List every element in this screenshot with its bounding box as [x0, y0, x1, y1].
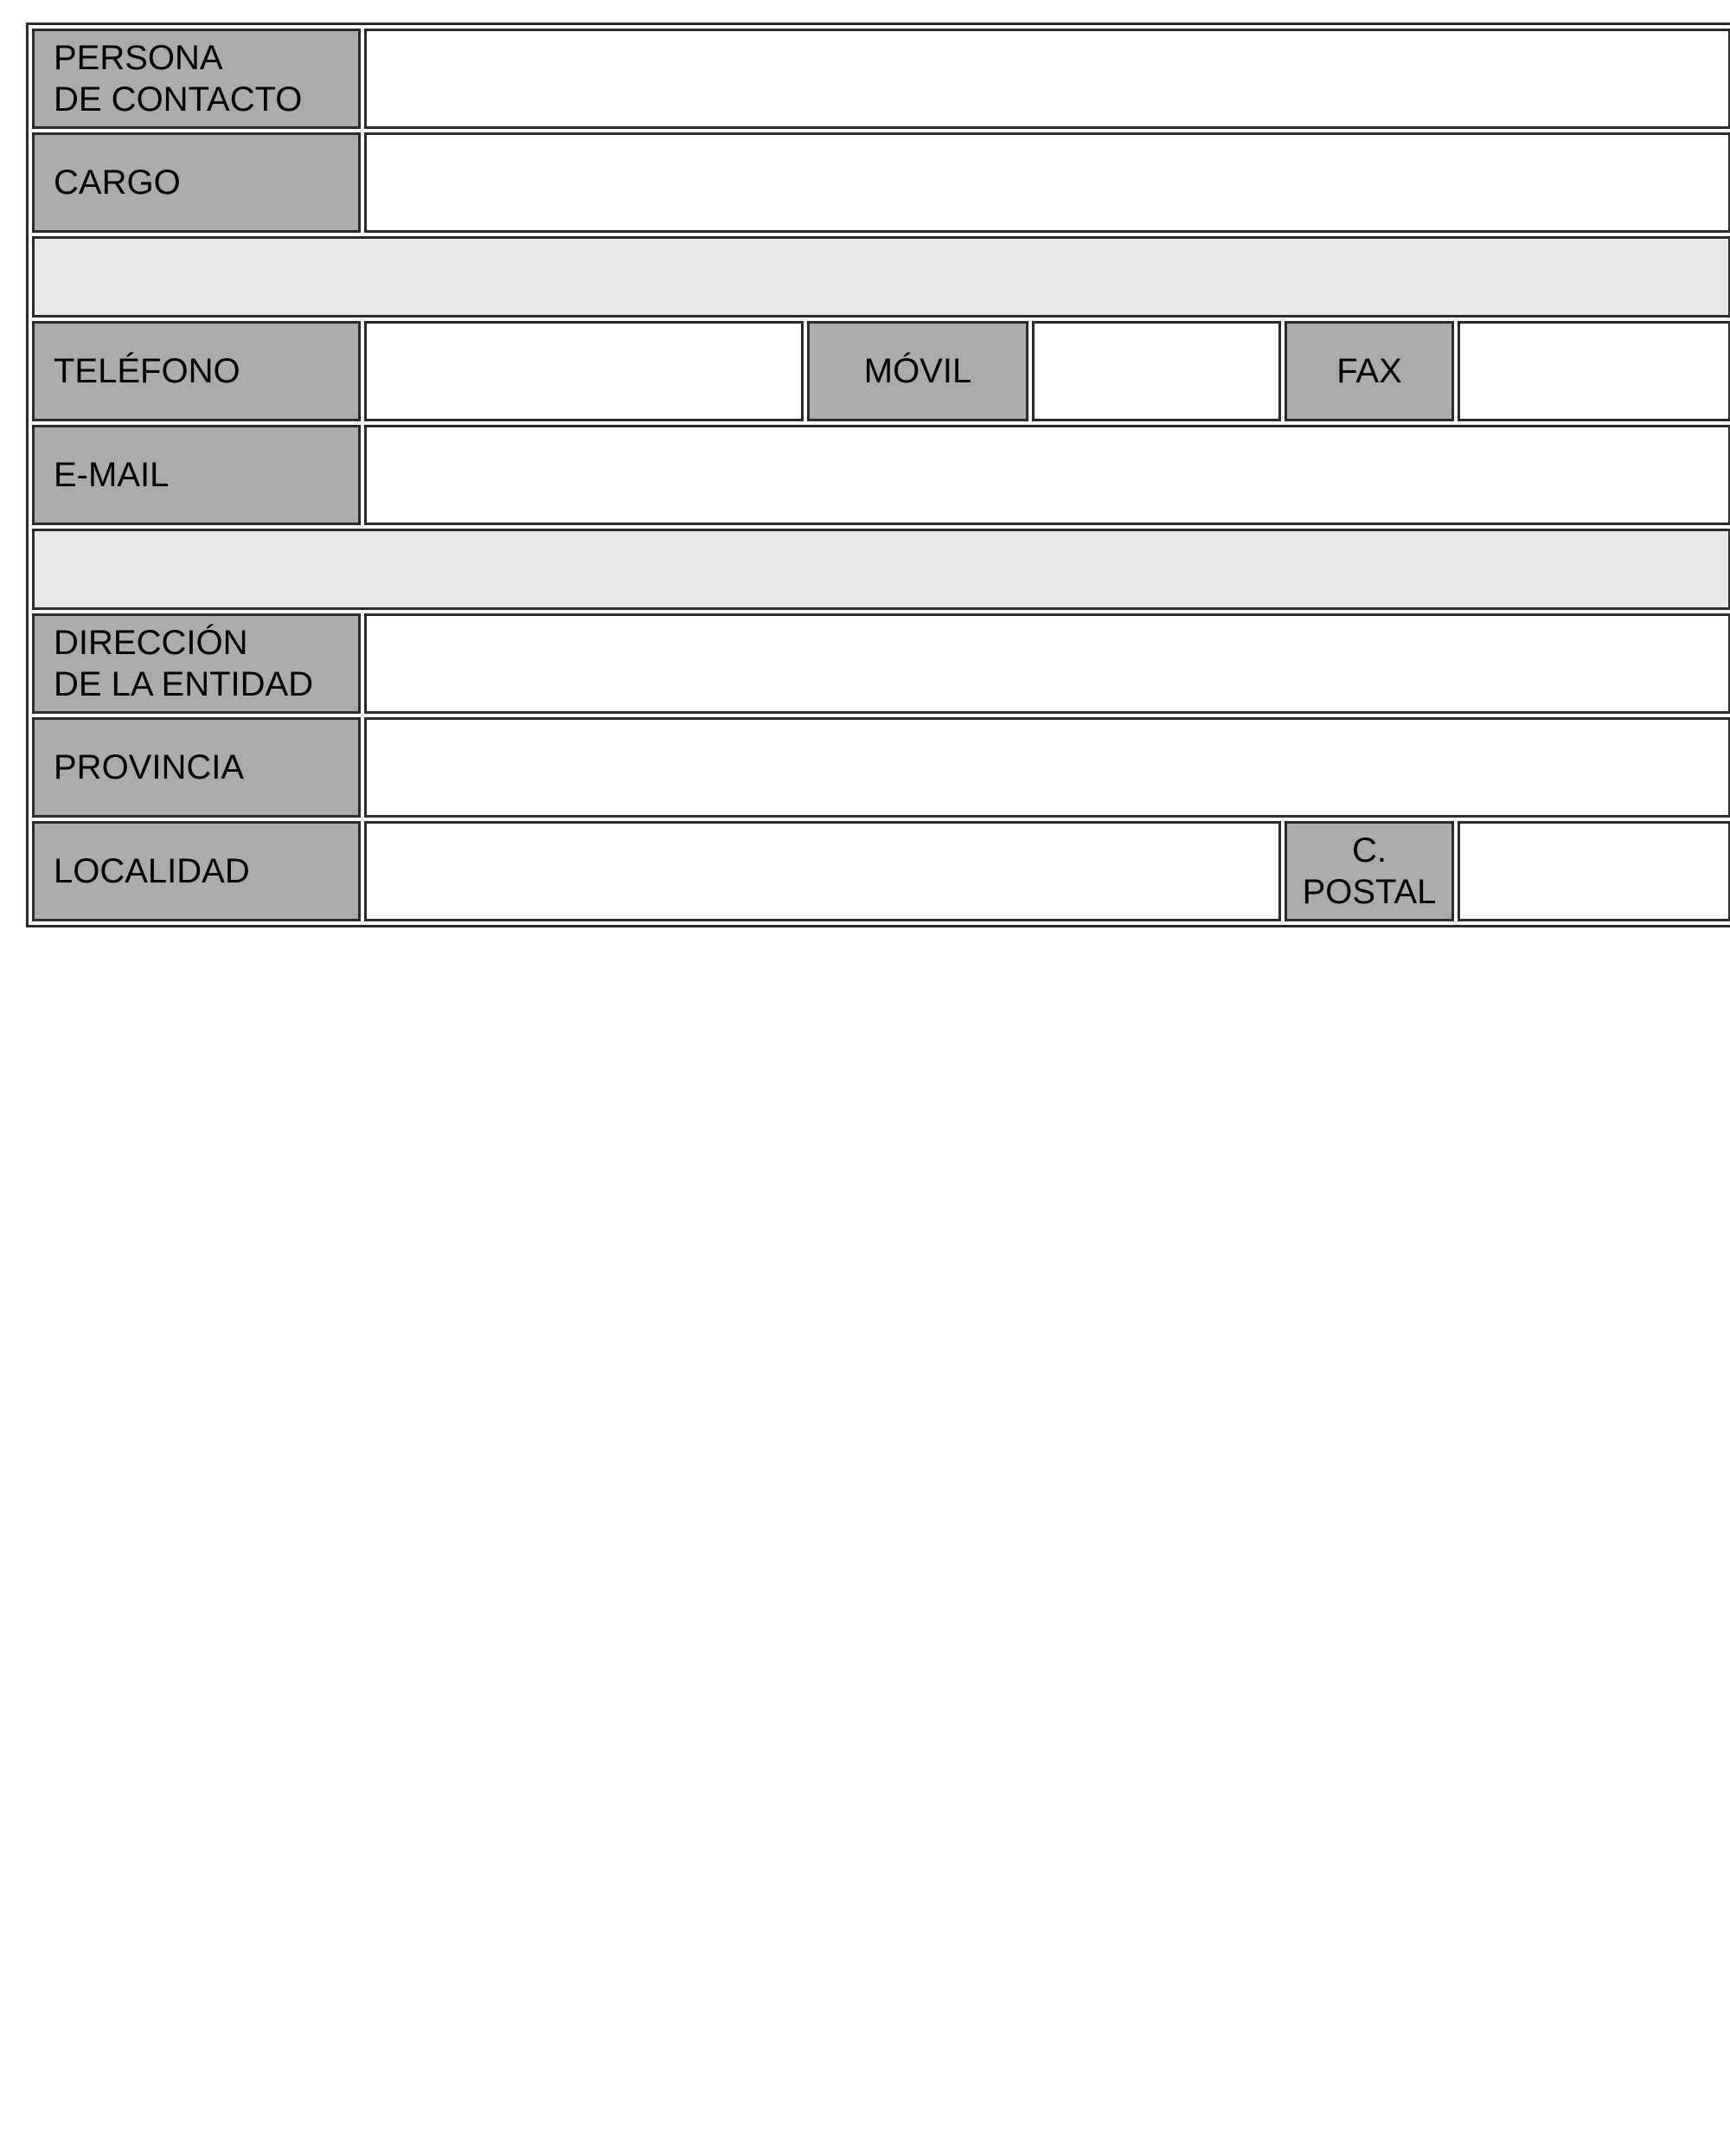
fax-field[interactable] — [1458, 321, 1730, 421]
phone-label: TELÉFONO — [32, 321, 361, 421]
separator-row — [32, 529, 1730, 610]
contact-person-field[interactable] — [364, 29, 1730, 129]
province-label: PROVINCIA — [32, 717, 361, 818]
row-locality — [32, 821, 1730, 921]
row-email — [32, 425, 1730, 525]
row-phone — [32, 321, 1730, 421]
fax-label: FAX — [1285, 321, 1454, 421]
email-field[interactable] — [364, 425, 1730, 525]
contact-person-label: PERSONA DE CONTACTO — [32, 29, 361, 129]
position-field[interactable] — [364, 132, 1730, 233]
row-contact-person — [32, 29, 1730, 129]
position-label: CARGO — [32, 132, 361, 233]
separator-row — [32, 236, 1730, 318]
email-label: E-MAIL — [32, 425, 361, 525]
postal-code-label: C. POSTAL — [1285, 821, 1454, 921]
separator — [32, 529, 1730, 610]
phone-field[interactable] — [364, 321, 804, 421]
address-field[interactable] — [364, 613, 1730, 714]
row-position — [32, 132, 1730, 233]
row-province — [32, 717, 1730, 818]
mobile-field[interactable] — [1032, 321, 1281, 421]
locality-label: LOCALIDAD — [32, 821, 361, 921]
province-field[interactable] — [364, 717, 1730, 818]
mobile-label: MÓVIL — [807, 321, 1028, 421]
address-label: DIRECCIÓN DE LA ENTIDAD — [32, 613, 361, 714]
postal-code-field[interactable] — [1458, 821, 1730, 921]
row-address — [32, 613, 1730, 714]
contact-form-table — [26, 22, 1730, 927]
locality-field[interactable] — [364, 821, 1281, 921]
separator — [32, 236, 1730, 318]
